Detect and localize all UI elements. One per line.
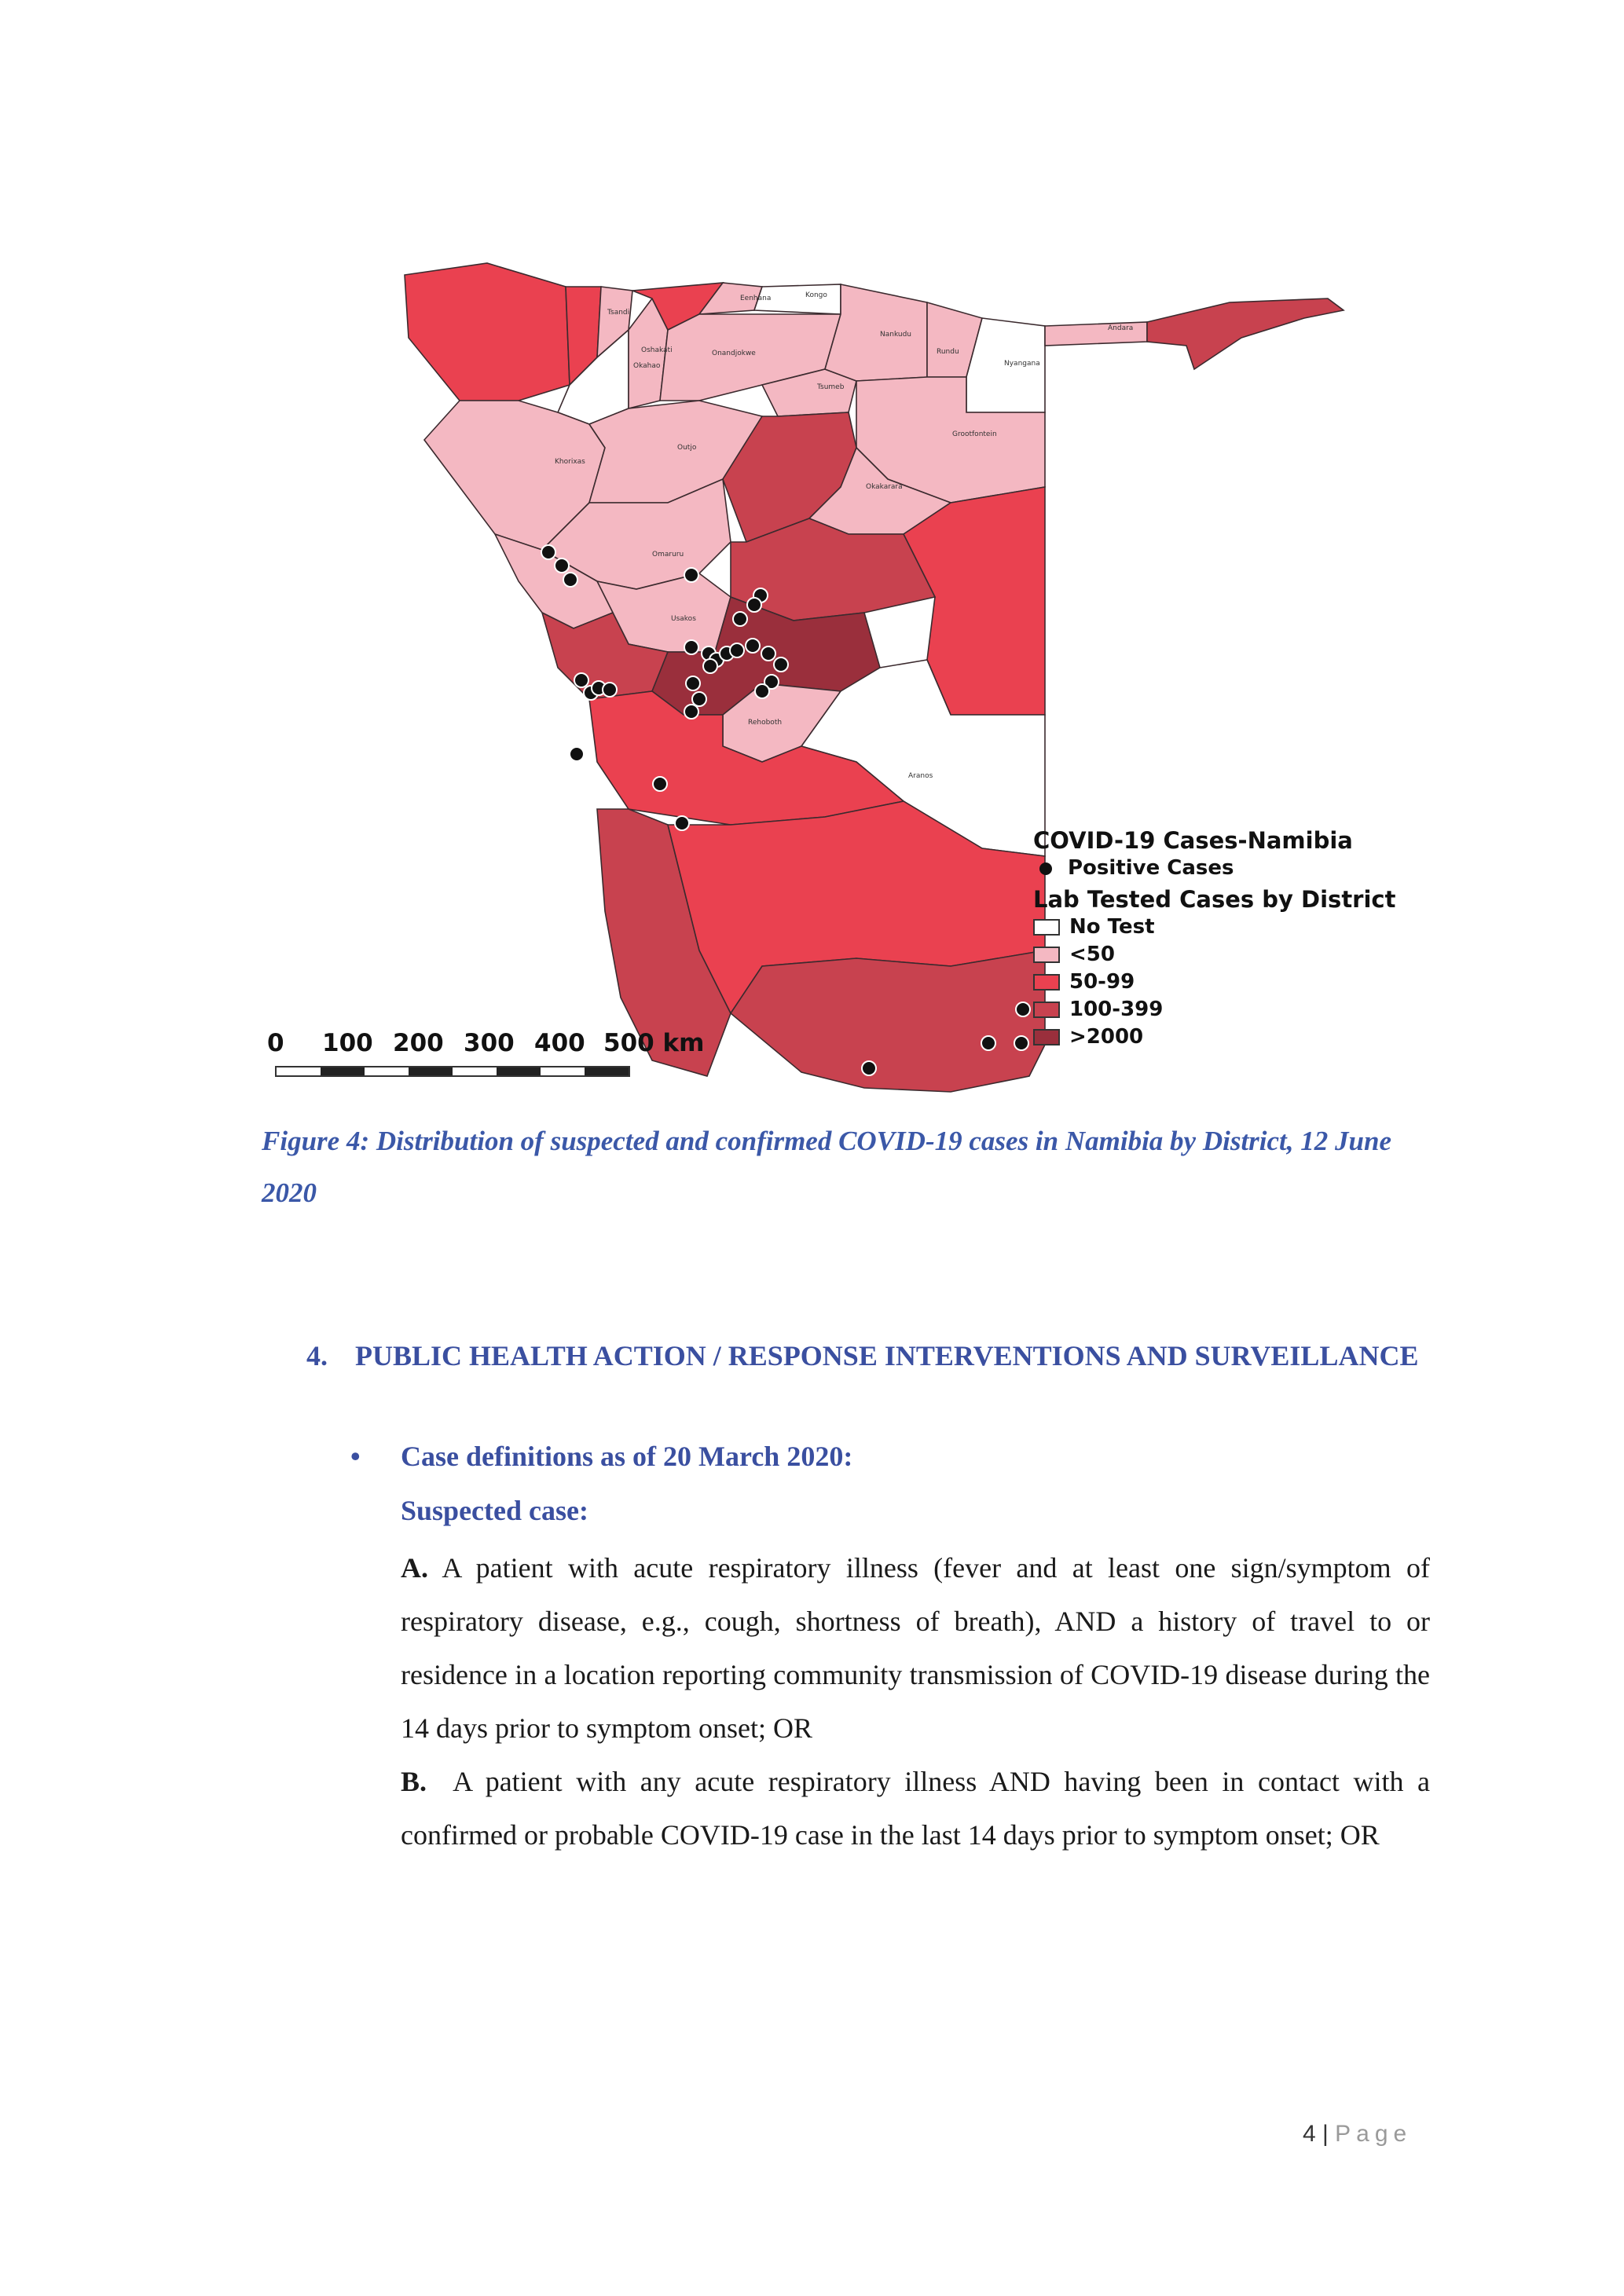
case-marker (563, 573, 577, 587)
legend-item-100-399 (1033, 996, 1395, 1023)
legend-label: <50 (1069, 943, 1115, 966)
case-marker (692, 692, 706, 706)
case-marker (703, 659, 717, 673)
district-karasburg (731, 950, 1045, 1092)
legend-subtitle: Lab Tested Cases by District (1033, 886, 1396, 913)
case-marker (570, 747, 584, 761)
case-marker (686, 676, 700, 690)
scale-bar (275, 1066, 630, 1077)
legend-item-gt2000 (1033, 1023, 1395, 1051)
legend-item-no-test (1033, 914, 1395, 941)
case-marker (746, 639, 760, 653)
label-grootfontein: Grootfontein (952, 430, 997, 438)
case-marker (541, 545, 555, 559)
case-marker (684, 568, 698, 582)
label-khorixas: Khorixas (555, 458, 585, 466)
label-okakarara: Okakarara (866, 483, 903, 491)
scale-label: 500 km (603, 1029, 705, 1057)
case-marker (1016, 1002, 1030, 1016)
case-marker (684, 705, 698, 719)
page-separator: | (1322, 2121, 1329, 2147)
figure-caption: Figure 4: Distribution of suspected and confirmed COVID-19 cases in Namibia by District, 12 June 2020 (262, 1126, 1391, 1208)
label-tsumeb: Tsumeb (817, 383, 845, 391)
legend-label: >2000 (1069, 1025, 1144, 1049)
legend-label: 50-99 (1069, 970, 1135, 994)
legend-item-lt50 (1033, 941, 1395, 969)
paragraph-a-label: A. (401, 1552, 428, 1584)
label-onandjokwe: Onandjokwe (712, 350, 756, 357)
case-marker (675, 816, 689, 830)
paragraph-a-text: A patient with acute respiratory illness (fever and at least one sign/symptom of respiratory disease, e.g., cough, shortness of breath), AND a history of travel to or residence in a location reporting community transmission of COVID-19 disease during the 14 days prior to symptom onset; OR (401, 1552, 1430, 1744)
case-marker (755, 684, 769, 698)
case-marker (733, 612, 747, 626)
positive-case-dot-icon (1039, 862, 1052, 875)
label-aranos: Aranos (908, 772, 933, 780)
page-word: Page (1335, 2121, 1413, 2147)
subheading-suspected-case: Suspected case: (401, 1495, 588, 1526)
scale-label: 0 (267, 1029, 284, 1057)
section-title: PUBLIC HEALTH ACTION / RESPONSE INTERVENTIONS AND SURVEILLANCE (355, 1340, 1419, 1371)
bullet-text: Case definitions as of 20 March 2020: (401, 1441, 853, 1472)
bullet-dot-icon: • (350, 1441, 361, 1472)
map-legend (1033, 826, 1395, 1051)
legend-label: 100-399 (1069, 998, 1164, 1021)
label-tsandi: Tsandi (607, 309, 630, 317)
label-omaruru: Omaruru (652, 551, 684, 558)
label-rundu: Rundu (937, 348, 959, 356)
case-marker (774, 657, 788, 672)
case-marker (603, 683, 617, 697)
scale-label: 100 (322, 1029, 373, 1057)
case-marker (1014, 1036, 1028, 1050)
legend-label: No Test (1069, 915, 1155, 939)
label-okahao: Okahao (633, 362, 661, 370)
label-andara: Andara (1108, 324, 1134, 332)
paragraph-b-text: A patient with any acute respiratory illness AND having been in contact with a confirmed or probable COVID-19 case in the last 14 days prior to symptom onset; OR (401, 1766, 1431, 1851)
label-oshakati: Oshakati (641, 346, 673, 354)
district-katima-mulilo (1147, 298, 1344, 369)
case-marker (653, 777, 667, 791)
paragraph-b (401, 1755, 1430, 1862)
label-outjo: Outjo (677, 444, 697, 452)
legend-positive-cases (1033, 855, 1395, 882)
legend-swatch (1033, 1002, 1060, 1018)
legend-swatch (1033, 947, 1060, 963)
legend-swatch (1033, 1029, 1060, 1045)
scale-label: 400 (534, 1029, 585, 1057)
legend-positive-label: Positive Cases (1068, 856, 1234, 880)
label-eenhana: Eenhana (740, 295, 772, 302)
case-marker (574, 673, 588, 687)
legend-swatch (1033, 974, 1060, 991)
section-number: 4. (306, 1340, 328, 1371)
paragraph-b-label: B. (401, 1766, 427, 1797)
legend-item-50-99 (1033, 969, 1395, 996)
case-marker (761, 646, 775, 661)
label-nyangana: Nyangana (1004, 360, 1040, 368)
scale-label: 200 (393, 1029, 444, 1057)
paragraph-a (401, 1541, 1430, 1755)
district-nankudu (825, 284, 927, 381)
page-number-footer (1303, 2121, 1412, 2148)
case-marker (747, 598, 761, 612)
case-marker (730, 643, 744, 657)
scale-label: 300 (464, 1029, 515, 1057)
district-opuwo (405, 263, 570, 401)
case-marker (684, 640, 698, 654)
case-marker (555, 558, 569, 573)
label-usakos: Usakos (671, 615, 696, 623)
case-marker (862, 1061, 876, 1075)
label-nankudu: Nankudu (880, 331, 912, 339)
case-marker (981, 1036, 995, 1050)
legend-swatch (1033, 919, 1060, 936)
label-rehoboth: Rehoboth (748, 719, 783, 727)
legend-title: COVID-19 Cases-Namibia (1033, 827, 1353, 854)
page-number: 4 (1303, 2121, 1316, 2147)
label-kongo: Kongo (805, 291, 827, 299)
section-heading (306, 1330, 1426, 1382)
